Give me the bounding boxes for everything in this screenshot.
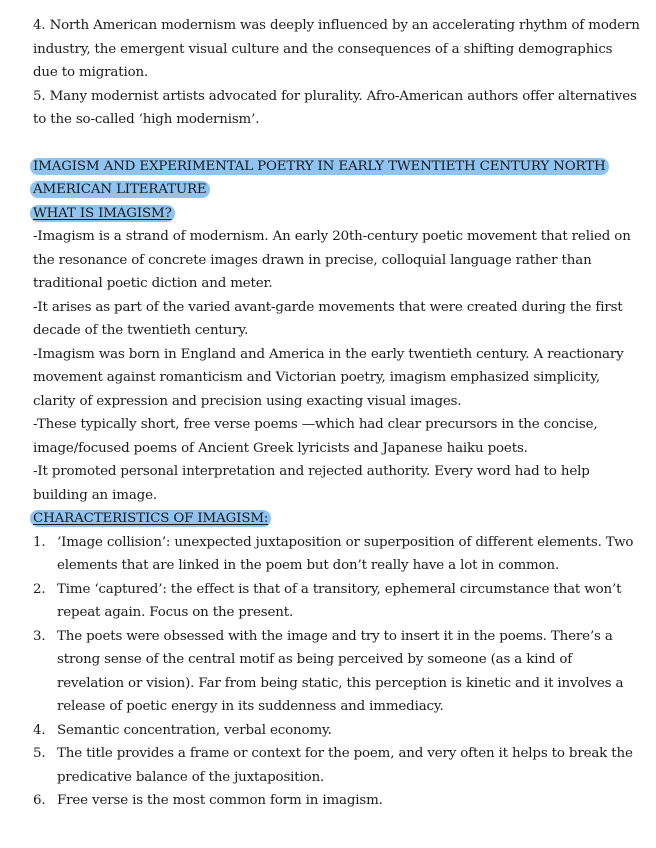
list-item <box>33 789 641 813</box>
characteristics-heading: CHARACTERISTICS OF IMAGISM: <box>30 510 271 527</box>
list-item <box>33 578 641 625</box>
characteristics-list <box>33 531 641 813</box>
intro-point: 5. Many modernist artists advocated for plurality. Afro-American authors offer alternatives to the so-called ‘high modernism’. <box>33 88 637 127</box>
what-is-imagism-heading: WHAT IS IMAGISM? <box>30 205 175 222</box>
definition-paragraph: -Imagism was born in England and America in the early twentieth century. A reactionary movement against romanticism and Victorian poetry, imagism emphasized simplicity, clarity of expression and precision using exacting visual images. <box>33 346 624 409</box>
list-item <box>33 531 641 578</box>
list-item-number: 5. <box>33 746 46 761</box>
list-item-number: 1. <box>33 534 46 550</box>
definition-paragraph: -These typically short, free verse poems —which had clear precursors in the concise, image/focused poems of Ancient Greek lyricists and Japanese haiku poets. <box>33 417 598 456</box>
list-item-text: The poets were obsessed with the image and try to insert it in the poems. There’s a strong sense of the central motif as being perceived by someone (as a kind of revelation or vision). Far from being static, this perception is kinetic and it involves a release of poetic energy in its suddenness and immediacy. <box>57 628 624 714</box>
intro-point: 4. North American modernism was deeply influenced by an accelerating rhythm of modern industry, the emergent visual culture and the consequences of a shifting demographics due to migration. <box>33 18 640 80</box>
list-item-text: Time ‘captured’: the effect is that of a transitory, ephemeral circumstance that won’t repeat again. Focus on the present. <box>57 581 622 620</box>
list-item-number: 2. <box>33 581 46 597</box>
section-title: IMAGISM AND EXPERIMENTAL POETRY IN EARLY TWENTIETH CENTURY NORTH AMERICAN LITERATURE <box>30 158 609 199</box>
list-item-text: Semantic concentration, verbal economy. <box>57 722 332 738</box>
list-item <box>33 625 641 719</box>
characteristics-heading-line <box>33 507 641 531</box>
definition-paragraph: -It promoted personal interpretation and rejected authority. Every word had to help building an image. <box>33 464 590 503</box>
list-item <box>33 719 641 743</box>
list-item-number: 4. <box>33 722 46 738</box>
list-item-text: ‘Image collision’: unexpected juxtaposition or superposition of different elements. Two elements that are linked in the poem but don’t really have a lot in common. <box>57 534 634 573</box>
definition-paragraph: -Imagism is a strand of modernism. An early 20th-century poetic movement that relied on the resonance of concrete images drawn in precise, colloquial language rather than traditional poetic diction and meter. <box>33 229 631 291</box>
what-is-heading-line <box>33 202 641 226</box>
list-item-text: Free verse is the most common form in imagism. <box>57 793 383 808</box>
definition-paragraph: -It arises as part of the varied avant-garde movements that were created during the first decade of the twentieth century. <box>33 299 623 338</box>
list-item-number: 6. <box>33 793 46 808</box>
paragraph-spacer <box>33 132 641 155</box>
document-page <box>33 14 641 813</box>
list-item <box>33 742 641 789</box>
section-title-line <box>33 155 641 202</box>
list-item-number: 3. <box>33 628 46 644</box>
list-item-text: The title provides a frame or context for the poem, and very often it helps to break the predicative balance of the juxtaposition. <box>57 746 633 785</box>
